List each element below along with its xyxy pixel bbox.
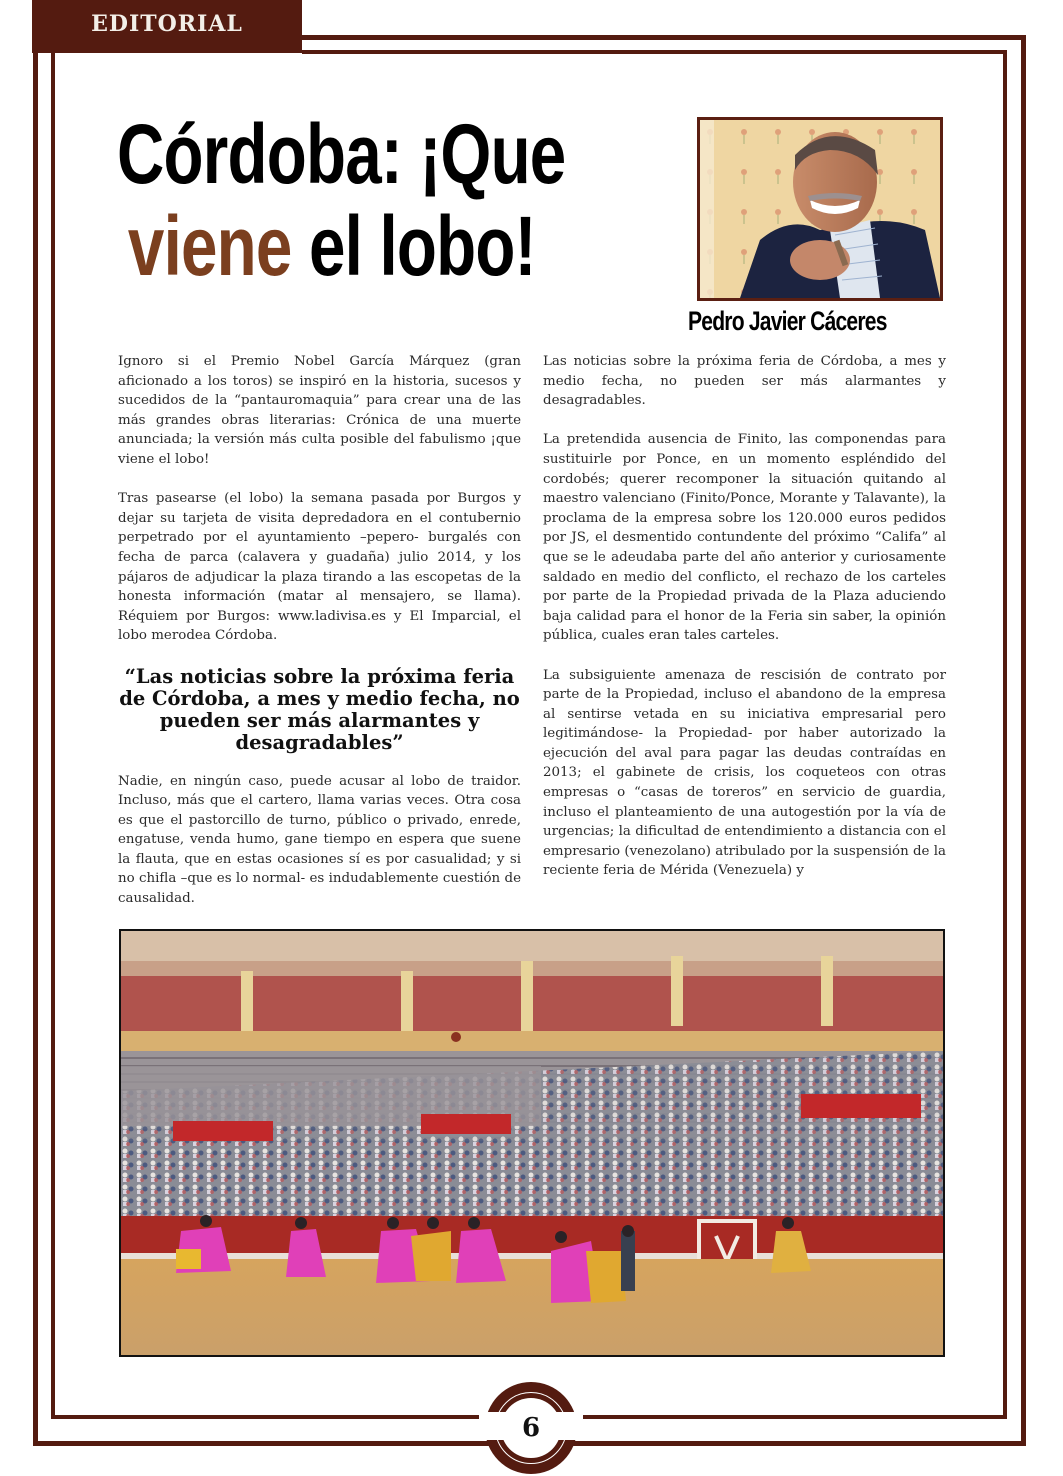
article-column-left — [118, 352, 521, 928]
outer-frame-left — [33, 50, 38, 1446]
inner-frame-right — [1003, 50, 1007, 1419]
bullring-photo — [119, 929, 945, 1357]
paragraph: Las noticias sobre la próxima feria de Córdoba, a mes y medio fecha, no pueden ser más alarmantes y desagradables. — [543, 354, 946, 409]
pull-quote: “Las noticias sobre la próxima feria de Córdoba, a mes y medio fecha, no pueden ser más alarmantes y desagradables” — [119, 664, 520, 754]
page-number: 6 — [521, 1413, 541, 1443]
paragraph: Ignoro si el Premio Nobel García Márquez (gran aficionado a los toros) se inspiró en la historia, sucesos y sucedidos de la “pantauromaquia” para crear una de las más grandes obras literarias: Crónica de una muerte anunciada; la versión más culta posible del fabulismo ¡que viene el lobo! — [118, 354, 521, 467]
bullring-photo-image — [121, 931, 943, 1355]
author-portrait-image — [700, 120, 940, 298]
inner-frame-top — [302, 50, 1007, 54]
page-number-badge — [485, 1382, 577, 1474]
author-name: Pedro Javier Cáceres — [688, 306, 887, 336]
headline-accent-word: viene — [127, 199, 292, 293]
headline-line-2 — [117, 200, 562, 292]
inner-frame-left — [51, 50, 55, 1419]
outer-frame-top — [302, 35, 1026, 40]
paragraph: La pretendida ausencia de Finito, las componendas para sustituirle por Ponce, en un momento espléndido del cordobés; querer recomponer la situación quitando al maestro valenciano (Finito/Ponce, Morante y Talavante), la proclama de la empresa sobre los 120.000 euros pedidos por JS, el desmentido contundente del próximo “Califa” al que se le adeudaba parte del año anterior y curiosamente saldado en medio del conflicto, el rechazo de los carteles por parte de la Propiedad privada de la Plaza aduciendo baja calidad para el honor de la Feria sin saber, la opinión pública, cuales eran tales carteles. — [543, 432, 946, 644]
author-portrait — [697, 117, 943, 301]
section-tab — [32, 0, 302, 53]
article-column-right — [543, 352, 946, 901]
paragraph: Tras pasearse (el lobo) la semana pasada por Burgos y dejar su tarjeta de visita depredadora en el contubernio perpetrado por el ayuntamiento –pepero- burgalés con fecha de parca (calavera y guadaña) julio 2014, y los pájaros de adjudicar la plaza tirando a las escopetas de la honesta información (matar al mensajero, se llama). Réquiem por Burgos: www.ladivisa.es y El Imparcial, el lobo merodea Córdoba. — [118, 491, 521, 644]
headline-line-2-rest: el lobo! — [291, 199, 536, 293]
headline — [117, 107, 566, 293]
outer-frame-right — [1021, 35, 1026, 1446]
section-tab-label: EDITORIAL — [91, 10, 243, 37]
paragraph: La subsiguiente amenaza de rescisión de contrato por parte de la Propiedad, incluso el abandono de la empresa al sentirse vetada en su iniciativa empresarial pero legitimándose- la Propiedad- por haber autorizado la ejecución del aval para pagar las deudas contraídas en 2013; el gabinete de crisis, los coqueteos con otras empresas o “casas de toreros” en servicio de guardia, incluso el planteamiento de una autogestión por la vía de urgencias; la dificultad de entendimiento a distancia con el empresario (venezolano) atribulado por la suspensión de la reciente feria de Mérida (Venezuela) y — [543, 667, 947, 879]
paragraph: Nadie, en ningún caso, puede acusar al lobo de traidor. Incluso, más que el cartero, llama varias veces. Otra cosa es que el pastorcillo de turno, público o privado, enrede, engatuse, venda humo, gane tiempo en espera que suene la flauta, que en estas ocasiones sí es por casualidad; y si no chifla –que es lo normal- es indudablemente cuestión de causalidad. — [118, 773, 521, 907]
headline-line-1: Córdoba: ¡Que — [117, 107, 566, 201]
